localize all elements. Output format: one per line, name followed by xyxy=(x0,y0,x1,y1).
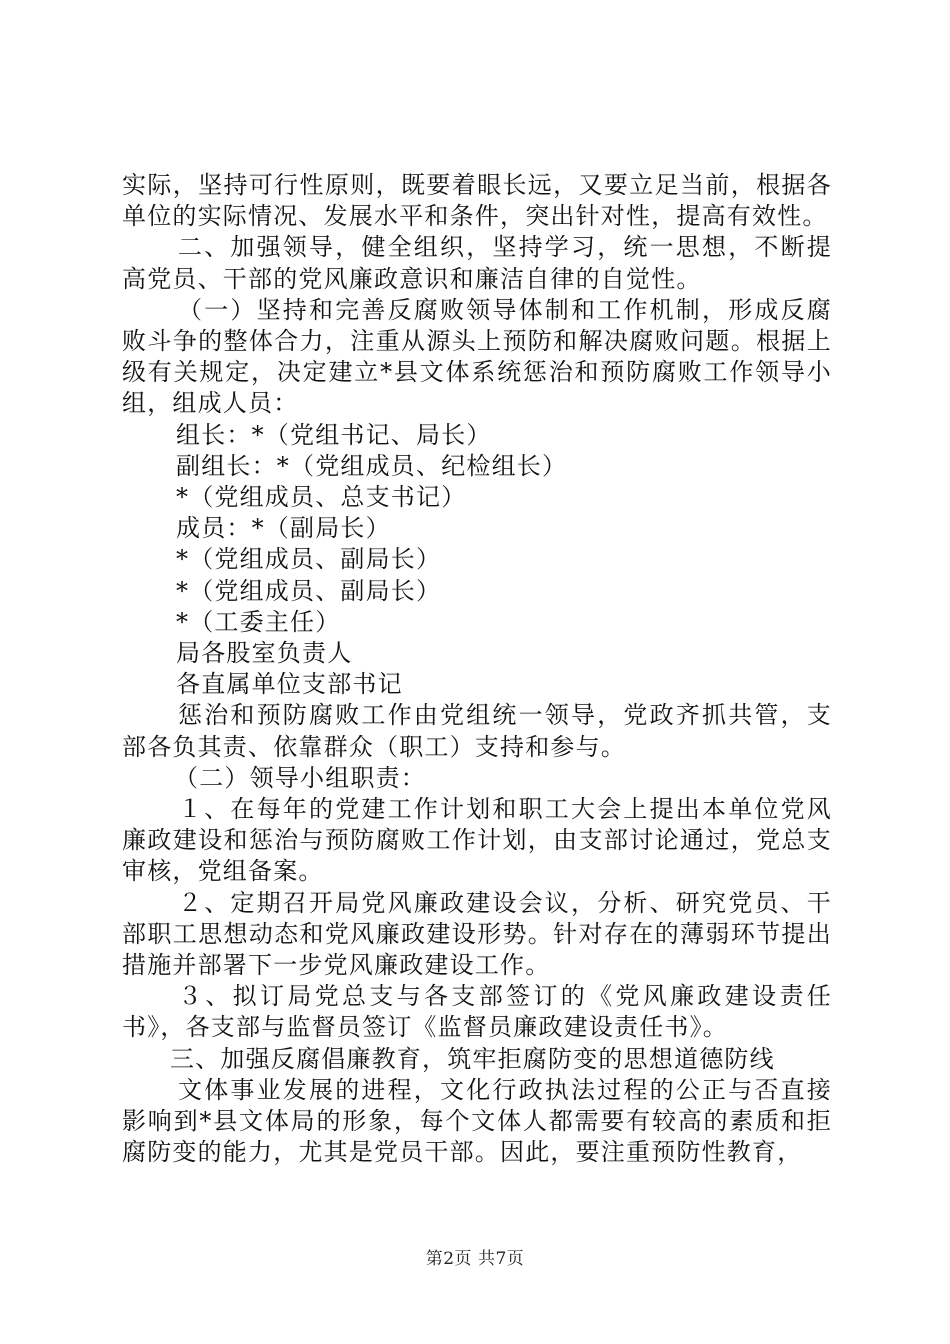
duty-item-2: ２、定期召开局党风廉政建设会议，分析、研究党员、干部职工思想动态和党风廉政建设形势。针对存在的薄弱环节提出措施并部署下一步党风廉政建设工作。 xyxy=(122,888,832,980)
document-body xyxy=(122,170,832,1169)
section-three-heading: 三、加强反腐倡廉教育，筑牢拒腐防变的思想道德防线 xyxy=(170,1044,775,1073)
member-deputy-leader: 副组长：*（党组成员、纪检组长） xyxy=(176,451,568,480)
member-deputy-leader-2: *（党组成员、总支书记） xyxy=(176,483,467,512)
member-item: 各直属单位支部书记 xyxy=(176,670,403,699)
member-leader: 组长：*（党组书记、局长） xyxy=(176,420,492,449)
member-item: 局各股室负责人 xyxy=(176,639,353,668)
section-two-heading: 二、加强领导，健全组织，坚持学习，统一思想，不断提高党员、干部的党风廉政意识和廉洁自律的自觉性。 xyxy=(122,233,832,293)
duty-item-1: １、在每年的党建工作计划和职工大会上提出本单位党风廉政建设和惩治与预防腐败工作计划，由支部讨论通过，党总支审核，党组备案。 xyxy=(122,795,832,886)
page-number: 第2页 共7页 xyxy=(425,1249,525,1269)
member-item: *（党组成员、副局长） xyxy=(176,576,442,605)
paragraph-continuation: 实际，坚持可行性原则，既要着眼长远，又要立足当前，根据各单位的实际情况、发展水平和条件，突出针对性，提高有效性。 xyxy=(122,171,832,231)
subsection-two-heading: （二）领导小组职责： xyxy=(174,763,426,792)
member-item: *（工委主任） xyxy=(176,607,341,636)
leadership-paragraph: 惩治和预防腐败工作由党组统一领导，党政齐抓共管，支部各负其责、依靠群众（职工）支持和参与。 xyxy=(122,701,832,761)
duty-item-3: ３、拟订局党总支与各支部签订的《党风廉政建设责任书》，各支部与监督员签订《监督员廉政建设责任书》。 xyxy=(122,982,832,1042)
section-three-paragraph: 文体事业发展的进程，文化行政执法过程的公正与否直接影响到*县文体局的形象，每个文体人都需要有较高的素质和拒腐防变的能力，尤其是党员干部。因此，要注重预防性教育， xyxy=(122,1075,832,1167)
subsection-one-paragraph: （一）坚持和完善反腐败领导体制和工作机制，形成反腐败斗争的整体合力，注重从源头上预防和解决腐败问题。根据上级有关规定，决定建立*县文体系统惩治和预防腐败工作领导小组，组成人员： xyxy=(122,295,832,418)
member-members: 成员：*（副局长） xyxy=(176,514,391,543)
member-item: *（党组成员、副局长） xyxy=(176,545,442,574)
